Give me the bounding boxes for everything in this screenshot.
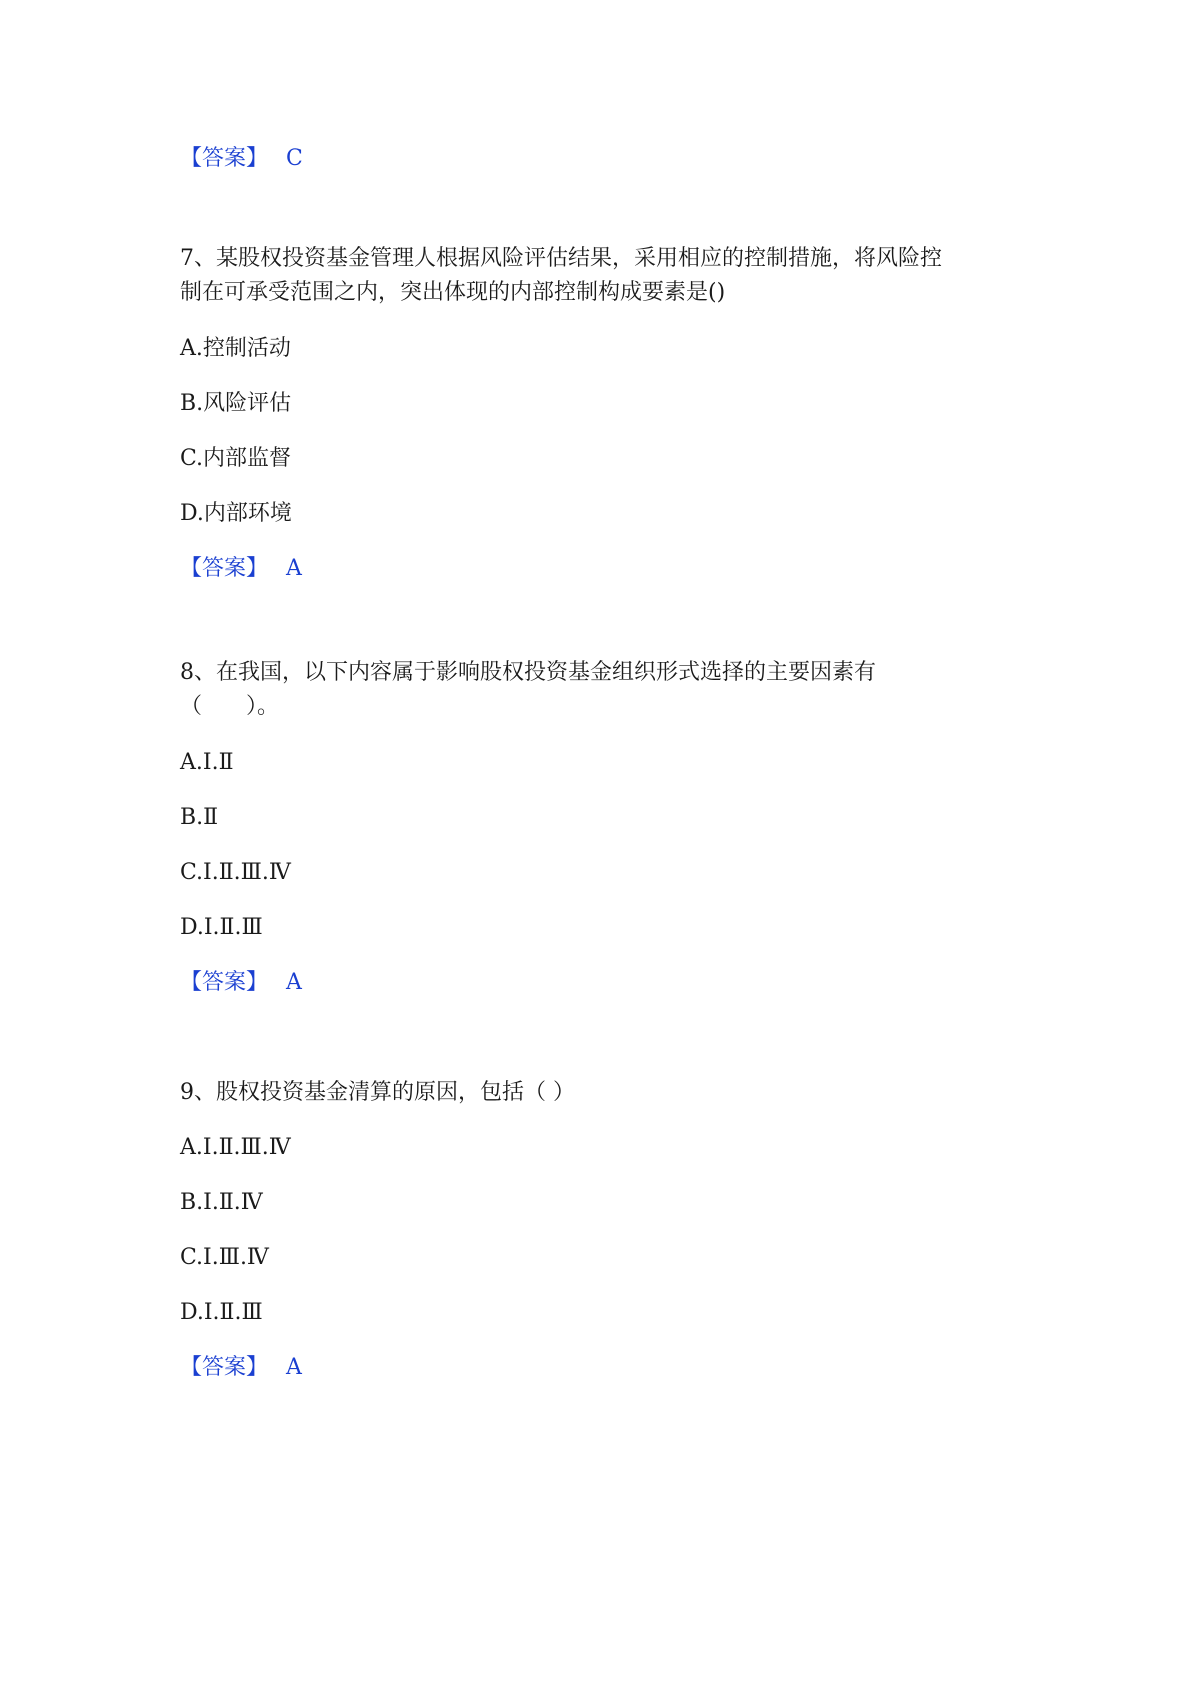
question-stem-line: 7、某股权投资基金管理人根据风险评估结果，采用相应的控制措施，将风险控	[180, 246, 942, 271]
answer-label: 【答案】	[180, 1355, 269, 1380]
option-b: B.Ⅰ.Ⅱ.Ⅳ	[180, 1190, 263, 1215]
option-d: D.Ⅰ.Ⅱ.Ⅲ	[180, 1300, 263, 1325]
option-c: C.Ⅰ.Ⅲ.Ⅳ	[180, 1245, 269, 1270]
answer-value: A	[286, 1355, 302, 1380]
answer-value: A	[286, 970, 302, 995]
answer-label: 【答案】	[180, 146, 269, 171]
answer-line-prev	[180, 144, 303, 174]
question-stem-line: （ ）。	[180, 694, 280, 719]
option-c: C.内部监督	[180, 446, 292, 471]
option-b: B.风险评估	[180, 391, 292, 416]
question-stem-line: 制在可承受范围之内，突出体现的内部控制构成要素是()	[180, 280, 726, 305]
question-stem-line: 8、在我国，以下内容属于影响股权投资基金组织形式选择的主要因素有	[180, 660, 876, 685]
answer-label: 【答案】	[180, 556, 269, 581]
answer-line	[180, 968, 302, 998]
answer-line	[180, 554, 302, 584]
question-stem-line: 9、股权投资基金清算的原因，包括（ ）	[180, 1080, 575, 1105]
answer-label: 【答案】	[180, 970, 269, 995]
option-a: A.控制活动	[180, 336, 291, 361]
option-a: A.Ⅰ.Ⅱ.Ⅲ.Ⅳ	[180, 1135, 291, 1160]
option-c: C.Ⅰ.Ⅱ.Ⅲ.Ⅳ	[180, 860, 291, 885]
option-d: D.Ⅰ.Ⅱ.Ⅲ	[180, 915, 263, 940]
answer-line	[180, 1353, 302, 1383]
option-d: D.内部环境	[180, 501, 292, 526]
option-b: B.Ⅱ	[180, 805, 219, 830]
answer-value: C	[286, 146, 303, 171]
option-a: A.Ⅰ.Ⅱ	[180, 750, 234, 775]
answer-value: A	[286, 556, 302, 581]
